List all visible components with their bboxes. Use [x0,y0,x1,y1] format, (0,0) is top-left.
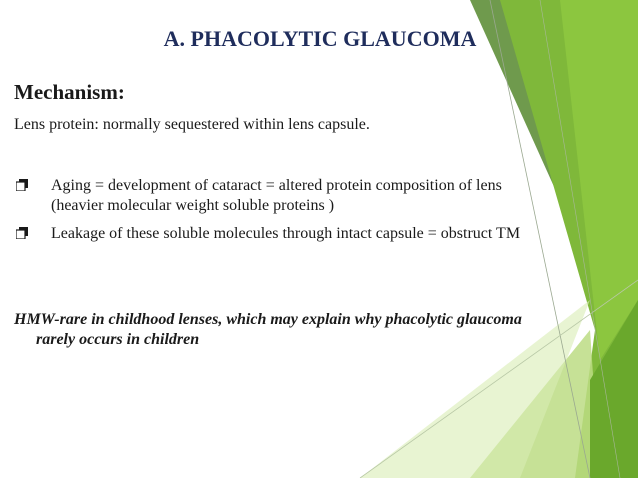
bullet-item [14,176,554,216]
checkbox-bullet-icon [16,227,28,239]
section-heading: Mechanism: [14,80,125,104]
bullet-item [14,224,554,244]
intro-text: Lens protein: normally sequestered within lens capsule. [14,116,370,133]
bullet-list [14,176,554,252]
checkbox-bullet-icon [16,179,28,191]
note-text: HMW-rare in childhood lenses, which may explain why phacolytic glaucoma rarely occurs in children [14,311,522,348]
bullet-text: Aging = development of cataract = altered protein composition of lens (heavier molecular weight soluble proteins ) [51,177,502,214]
slide-title: A. PHACOLYTIC GLAUCOMA [163,26,477,51]
bullet-text: Leakage of these soluble molecules through intact capsule = obstruct TM [51,225,521,242]
